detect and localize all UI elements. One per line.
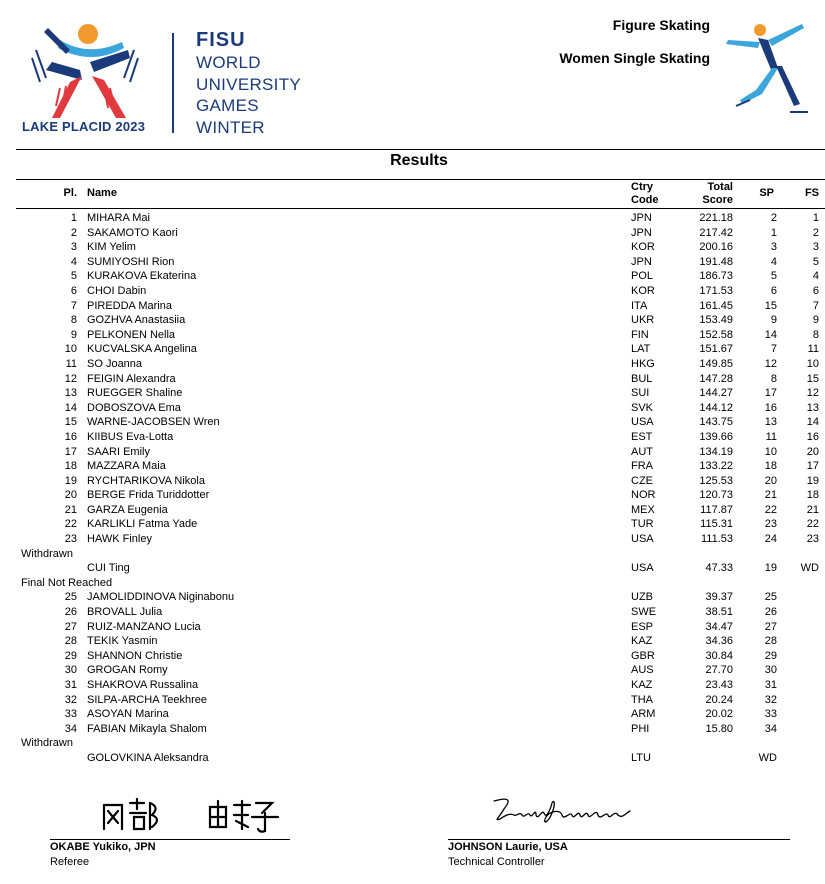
table-row	[0, 605, 825, 620]
rank-cell: 27	[64, 620, 77, 633]
country-cell: SUI	[631, 387, 650, 400]
table-row	[0, 532, 825, 547]
total-score-cell: 191.48	[699, 255, 733, 268]
table-row	[0, 693, 825, 708]
fisu-wordmark: FISU	[196, 29, 246, 51]
country-cell: ITA	[631, 299, 648, 312]
sp-rank-cell: WD	[758, 751, 777, 764]
games-name	[196, 52, 301, 138]
name-cell: SAKAMOTO Kaori	[87, 226, 178, 239]
country-cell: USA	[631, 533, 654, 546]
section-label: Withdrawn	[21, 737, 73, 750]
country-cell: PHI	[631, 722, 650, 735]
fs-rank-cell: 13	[806, 401, 819, 414]
country-cell: KOR	[631, 241, 655, 254]
table-row	[0, 751, 825, 766]
name-cell: RYCHTARIKOVA Nikola	[87, 474, 205, 487]
name-cell: BERGE Frida Turiddotter	[87, 489, 210, 502]
sp-rank-cell: 22	[764, 503, 777, 516]
col-header-total-line2: Score	[702, 193, 733, 206]
total-score-cell: 38.51	[705, 606, 733, 619]
sp-rank-cell: 32	[764, 693, 777, 706]
total-score-cell: 217.42	[699, 226, 733, 239]
sp-rank-cell: 25	[764, 591, 777, 604]
total-score-cell: 115.31	[700, 518, 733, 531]
sp-rank-cell: 7	[770, 343, 777, 356]
table-row	[0, 255, 825, 270]
name-cell: ASOYAN Marina	[87, 708, 169, 721]
rank-cell: 16	[64, 430, 77, 443]
name-cell: BROVALL Julia	[87, 606, 163, 619]
table-row	[0, 634, 825, 649]
rank-cell: 15	[64, 416, 77, 429]
name-cell: FEIGIN Alexandra	[87, 372, 176, 385]
sp-rank-cell: 29	[764, 649, 777, 662]
country-cell: KAZ	[631, 679, 653, 691]
name-cell: PELKONEN Nella	[87, 328, 176, 341]
col-header-country-line2: Code	[631, 193, 659, 206]
controller-name: JOHNSON Laurie, USA	[448, 841, 568, 853]
fs-rank-cell: 15	[806, 372, 819, 385]
rank-cell: 7	[70, 299, 77, 312]
sp-rank-cell: 33	[764, 708, 777, 721]
sp-rank-cell: 3	[770, 241, 777, 254]
name-cell: RUEGGER Shaline	[87, 387, 183, 400]
controller-signature-line	[448, 839, 790, 840]
table-row	[0, 415, 825, 430]
rank-cell: 30	[64, 664, 77, 677]
total-score-cell: 23.43	[705, 679, 733, 691]
table-row	[0, 401, 825, 416]
fs-rank-cell: 19	[806, 474, 819, 487]
col-header-name: Name	[87, 187, 117, 199]
sp-rank-cell: 31	[764, 679, 777, 691]
sp-rank-cell: 19	[764, 562, 777, 575]
controller-role: Technical Controller	[448, 856, 545, 868]
total-score-cell: 39.37	[705, 591, 733, 604]
games-line-4: WINTER	[196, 117, 265, 137]
total-score-cell: 186.73	[699, 270, 733, 283]
table-row	[0, 299, 825, 314]
total-score-cell: 149.85	[699, 357, 733, 370]
sp-rank-cell: 9	[770, 314, 777, 327]
name-cell: CUI Ting	[87, 562, 130, 575]
event-title: Women Single Skating	[559, 50, 710, 66]
country-cell: USA	[631, 562, 654, 575]
name-cell: KURAKOVA Ekaterina	[87, 270, 197, 283]
country-cell: POL	[631, 270, 654, 283]
total-score-cell: 27.70	[705, 664, 733, 677]
rank-cell: 26	[64, 606, 77, 619]
name-cell: PIREDDA Marina	[87, 299, 172, 312]
name-cell: SO Joanna	[87, 357, 143, 370]
total-score-cell: 144.12	[699, 401, 733, 414]
total-score-cell: 30.84	[705, 649, 733, 662]
table-row	[0, 707, 825, 722]
fs-rank-cell: 10	[806, 357, 819, 370]
table-row	[0, 590, 825, 605]
name-cell: JAMOLIDDINOVA Niginabonu	[87, 591, 235, 604]
sp-rank-cell: 24	[764, 533, 777, 546]
country-cell: ESP	[631, 620, 654, 633]
rank-cell: 3	[70, 241, 77, 254]
table-row	[0, 386, 825, 401]
fs-rank-cell: 3	[812, 241, 819, 254]
table-row	[0, 649, 825, 664]
name-cell: SILPA-ARCHA Teekhree	[87, 693, 208, 706]
rank-cell: 5	[70, 270, 77, 283]
rank-cell: 12	[64, 372, 77, 385]
sp-rank-cell: 14	[764, 328, 777, 341]
country-cell: AUS	[631, 664, 654, 677]
sp-rank-cell: 27	[764, 620, 777, 633]
total-score-cell: 161.45	[699, 299, 733, 312]
country-cell: USA	[631, 416, 654, 429]
total-score-cell: 15.80	[705, 722, 733, 735]
rank-cell: 19	[64, 474, 77, 487]
fs-rank-cell: 12	[806, 387, 819, 400]
name-cell: KIM Yelim	[87, 241, 136, 254]
sp-rank-cell: 1	[770, 226, 777, 239]
sp-rank-cell: 8	[770, 372, 777, 385]
fs-rank-cell: 23	[806, 533, 819, 546]
total-score-cell: 111.53	[700, 533, 733, 546]
lake-placid-emblem-icon	[32, 24, 138, 118]
total-score-cell: 34.47	[705, 620, 733, 633]
sp-rank-cell: 6	[770, 284, 777, 297]
table-row	[0, 357, 825, 372]
name-cell: MIHARA Mai	[87, 212, 150, 224]
fs-rank-cell: 22	[806, 518, 819, 531]
name-cell: GOLOVKINA Aleksandra	[87, 751, 209, 764]
fs-rank-cell: 14	[806, 416, 819, 429]
country-cell: SVK	[631, 401, 654, 414]
total-score-cell: 143.75	[699, 416, 733, 429]
col-header-total-line1: Total	[707, 181, 733, 193]
total-score-cell: 144.27	[699, 387, 733, 400]
country-cell: NOR	[631, 489, 656, 502]
fs-rank-cell: 21	[806, 503, 819, 516]
name-cell: MAZZARA Maia	[87, 460, 166, 473]
name-cell: GOZHVA Anastasiia	[87, 314, 186, 327]
total-score-cell: 147.28	[699, 372, 733, 385]
country-cell: BUL	[631, 372, 653, 385]
games-line-1: WORLD	[196, 53, 261, 72]
name-cell: CHOI Dabin	[87, 284, 147, 297]
sp-rank-cell: 4	[770, 255, 777, 268]
name-cell: TEKIK Yasmin	[87, 635, 158, 648]
country-cell: ARM	[631, 708, 656, 721]
total-score-cell: 47.33	[705, 562, 733, 575]
rank-cell: 10	[64, 343, 77, 356]
name-cell: KARLIKLI Fatma Yade	[87, 518, 198, 531]
total-score-cell: 20.24	[705, 693, 733, 706]
total-score-cell: 117.87	[700, 503, 733, 516]
country-cell: FIN	[631, 328, 649, 341]
col-header-pl: Pl.	[63, 187, 77, 199]
table-row	[0, 445, 825, 460]
results-table-header	[16, 179, 825, 209]
fs-rank-cell: WD	[800, 562, 819, 575]
sp-rank-cell: 30	[764, 664, 777, 677]
table-row	[0, 211, 825, 226]
logo-divider	[172, 33, 174, 133]
table-row	[0, 342, 825, 357]
table-row	[0, 240, 825, 255]
fs-rank-cell: 11	[807, 343, 819, 356]
fs-rank-cell: 2	[812, 226, 819, 239]
rank-cell: 31	[64, 679, 77, 691]
results-table-body	[0, 211, 825, 766]
controller-signature	[490, 795, 635, 827]
country-cell: JPN	[631, 255, 652, 268]
fs-rank-cell: 16	[806, 430, 819, 443]
name-cell: SAARI Emily	[87, 445, 150, 458]
country-cell: THA	[631, 693, 653, 706]
rank-cell: 32	[64, 693, 77, 706]
col-header-sp: SP	[759, 187, 774, 199]
rank-cell: 22	[64, 518, 77, 531]
total-score-cell: 152.58	[699, 328, 733, 341]
sp-rank-cell: 17	[764, 387, 777, 400]
name-cell: SUMIYOSHI Rion	[87, 255, 175, 268]
country-cell: AUT	[631, 445, 653, 458]
country-cell: GBR	[631, 649, 655, 662]
rank-cell: 33	[64, 708, 77, 721]
table-row	[0, 678, 825, 693]
rank-cell: 29	[64, 649, 77, 662]
fs-rank-cell: 20	[806, 445, 819, 458]
rank-cell: 14	[64, 401, 77, 414]
rank-cell: 11	[65, 357, 77, 370]
section-label-row	[0, 736, 825, 751]
country-cell: JPN	[631, 226, 652, 239]
sp-rank-cell: 20	[764, 474, 777, 487]
rank-cell: 4	[70, 255, 77, 268]
rank-cell: 23	[64, 533, 77, 546]
sp-rank-cell: 18	[764, 460, 777, 473]
country-cell: EST	[631, 430, 653, 443]
total-score-cell: 20.02	[705, 708, 733, 721]
rank-cell: 9	[70, 328, 77, 341]
country-cell: SWE	[631, 606, 657, 619]
table-row	[0, 459, 825, 474]
total-score-cell: 200.16	[699, 241, 733, 254]
total-score-cell: 151.67	[699, 343, 733, 356]
table-row	[0, 474, 825, 489]
lake-placid-logo	[30, 22, 140, 120]
total-score-cell: 34.36	[705, 635, 733, 648]
table-row	[0, 722, 825, 737]
country-cell: JPN	[631, 212, 652, 224]
col-header-country	[631, 181, 659, 206]
country-cell: UZB	[631, 591, 653, 604]
total-score-cell: 153.49	[699, 314, 733, 327]
sp-rank-cell: 13	[764, 416, 777, 429]
country-cell: LTU	[631, 751, 651, 764]
section-label: Final Not Reached	[21, 576, 113, 589]
country-cell: CZE	[631, 474, 653, 487]
rank-cell: 20	[64, 489, 77, 502]
total-score-cell: 171.53	[699, 284, 733, 297]
total-score-cell: 120.73	[699, 489, 733, 502]
col-header-total	[702, 181, 733, 206]
total-score-cell: 221.18	[699, 212, 733, 224]
rank-cell: 28	[64, 635, 77, 648]
rank-cell: 21	[64, 503, 77, 516]
name-cell: FABIAN Mikayla Shalom	[87, 722, 207, 735]
table-row	[0, 663, 825, 678]
table-row	[0, 269, 825, 284]
header-rule	[16, 149, 825, 150]
name-cell: GROGAN Romy	[87, 664, 168, 677]
name-cell: HAWK Finley	[87, 533, 152, 546]
games-line-2: UNIVERSITY	[196, 74, 302, 94]
table-row	[0, 488, 825, 503]
country-cell: MEX	[631, 503, 655, 516]
sp-rank-cell: 16	[764, 401, 777, 414]
rank-cell: 8	[70, 314, 77, 327]
total-score-cell: 139.66	[699, 430, 733, 443]
section-label-row	[0, 547, 825, 562]
games-line-3: GAMES	[196, 96, 259, 115]
sp-rank-cell: 11	[765, 430, 777, 443]
country-cell: LAT	[631, 343, 651, 356]
country-cell: KAZ	[631, 635, 653, 648]
referee-role: Referee	[50, 856, 90, 868]
rank-cell: 1	[70, 212, 77, 224]
country-cell: UKR	[631, 314, 655, 327]
rank-cell: 25	[64, 591, 77, 604]
sp-rank-cell: 21	[764, 489, 777, 502]
logo-location-text: LAKE PLACID 2023	[22, 119, 146, 134]
fs-rank-cell: 1	[812, 212, 819, 224]
rank-cell: 17	[64, 445, 77, 458]
country-cell: TUR	[631, 518, 654, 531]
referee-name: OKABE Yukiko, JPN	[50, 841, 156, 853]
col-header-fs: FS	[804, 187, 819, 199]
table-row	[0, 620, 825, 635]
rank-cell: 18	[64, 460, 77, 473]
sp-rank-cell: 12	[764, 357, 777, 370]
sp-rank-cell: 2	[770, 212, 777, 224]
section-label-row	[0, 576, 825, 591]
country-cell: FRA	[631, 460, 653, 473]
sport-title: Figure Skating	[612, 17, 710, 33]
fs-rank-cell: 18	[806, 489, 819, 502]
total-score-cell: 125.53	[699, 474, 733, 487]
table-row	[0, 284, 825, 299]
table-row	[0, 430, 825, 445]
table-row	[0, 517, 825, 532]
fs-rank-cell: 17	[806, 460, 819, 473]
sp-rank-cell: 5	[770, 270, 777, 283]
name-cell: SHANNON Christie	[87, 649, 183, 662]
sp-rank-cell: 15	[764, 299, 777, 312]
name-cell: DOBOSZOVA Ema	[87, 401, 181, 414]
fs-rank-cell: 4	[812, 270, 819, 283]
name-cell: KIIBUS Eva-Lotta	[87, 430, 174, 443]
fs-rank-cell: 5	[812, 255, 819, 268]
country-cell: KOR	[631, 284, 655, 297]
sp-rank-cell: 23	[764, 518, 777, 531]
name-cell: GARZA Eugenia	[87, 503, 168, 516]
rank-cell: 6	[70, 284, 77, 297]
name-cell: KUCVALSKA Angelina	[87, 343, 197, 356]
name-cell: WARNE-JACOBSEN Wren	[87, 416, 220, 429]
rank-cell: 2	[70, 226, 77, 239]
table-row	[0, 313, 825, 328]
section-label: Withdrawn	[21, 547, 73, 560]
name-cell: SHAKROVA Russalina	[87, 679, 199, 691]
figure-skating-pictogram-icon	[722, 18, 814, 118]
sp-rank-cell: 34	[764, 722, 777, 735]
name-cell: RUIZ-MANZANO Lucia	[87, 620, 201, 633]
table-row	[0, 372, 825, 387]
referee-signature	[100, 795, 285, 835]
referee-signature-line	[50, 839, 290, 840]
fs-rank-cell: 7	[812, 299, 819, 312]
total-score-cell: 133.22	[699, 460, 733, 473]
col-header-country-line1: Ctry	[631, 181, 654, 193]
total-score-cell: 134.19	[699, 445, 733, 458]
table-row	[0, 561, 825, 576]
table-row	[0, 503, 825, 518]
rank-cell: 13	[64, 387, 77, 400]
fs-rank-cell: 6	[812, 284, 819, 297]
rank-cell: 34	[64, 722, 77, 735]
country-cell: HKG	[631, 357, 655, 370]
sp-rank-cell: 28	[764, 635, 777, 648]
table-row	[0, 226, 825, 241]
sp-rank-cell: 10	[764, 445, 777, 458]
fs-rank-cell: 9	[812, 314, 819, 327]
page-title: Results	[390, 152, 448, 169]
sp-rank-cell: 26	[764, 606, 777, 619]
fs-rank-cell: 8	[812, 328, 819, 341]
table-row	[0, 328, 825, 343]
